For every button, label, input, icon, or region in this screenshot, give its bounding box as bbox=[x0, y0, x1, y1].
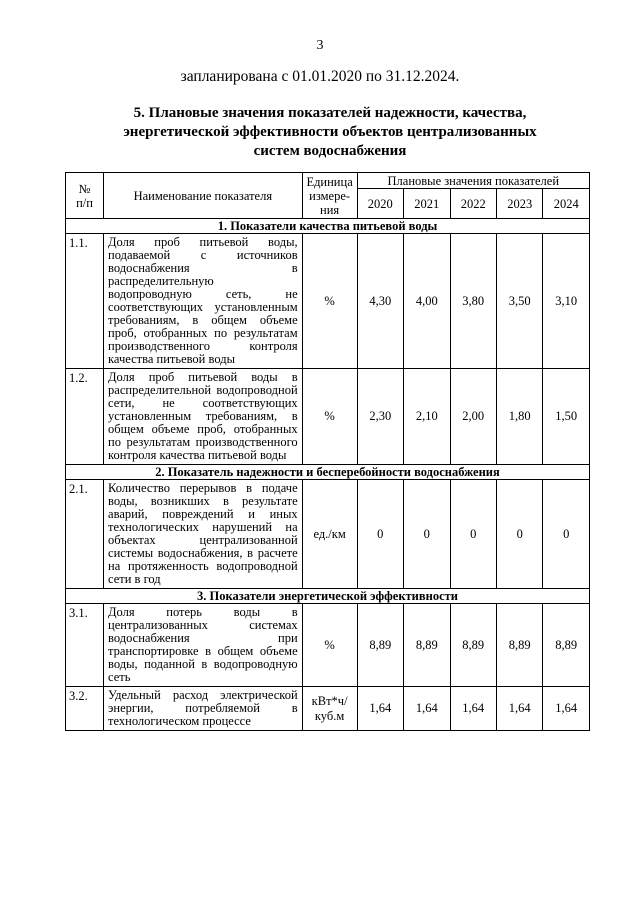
section-title-line: систем водоснабжения bbox=[253, 143, 407, 159]
value-cell: 1,64 bbox=[404, 687, 450, 731]
header-unit-line1: Единица bbox=[306, 174, 353, 189]
table-row bbox=[66, 604, 590, 687]
group-header-row bbox=[66, 589, 590, 604]
section-title bbox=[90, 104, 570, 161]
value-cell: 8,89 bbox=[543, 604, 590, 687]
value-cell: 3,80 bbox=[450, 234, 496, 369]
value-cell: 1,64 bbox=[496, 687, 542, 731]
group-header-row bbox=[66, 465, 590, 480]
header-number bbox=[66, 173, 104, 219]
value-cell: 1,64 bbox=[543, 687, 590, 731]
unit-cell: кВт*ч/ куб.м bbox=[302, 687, 357, 731]
header-year: 2021 bbox=[404, 189, 450, 219]
header-unit-line2: измере- bbox=[309, 188, 351, 203]
unit-cell: % bbox=[302, 369, 357, 465]
value-cell: 1,80 bbox=[496, 369, 542, 465]
header-number-line2: п/п bbox=[76, 195, 93, 210]
table-row bbox=[66, 480, 590, 589]
value-cell: 2,00 bbox=[450, 369, 496, 465]
value-cell: 2,10 bbox=[404, 369, 450, 465]
indicator-name: Удельный расход электрической энергии, потребляемой в технологическом процессе bbox=[104, 687, 303, 731]
value-cell: 0 bbox=[543, 480, 590, 589]
header-planned-values: Плановые значения показателей bbox=[357, 173, 589, 189]
intro-text: запланирована с 01.01.2020 по 31.12.2024. bbox=[180, 68, 460, 85]
row-number: 3.1. bbox=[66, 604, 104, 687]
value-cell: 8,89 bbox=[450, 604, 496, 687]
value-cell: 1,64 bbox=[357, 687, 403, 731]
value-cell: 4,30 bbox=[357, 234, 403, 369]
header-unit-line3: ния bbox=[320, 202, 340, 217]
header-year: 2024 bbox=[543, 189, 590, 219]
value-cell: 8,89 bbox=[357, 604, 403, 687]
value-cell: 1,64 bbox=[450, 687, 496, 731]
indicator-name: Количество перерывов в подаче воды, возникших в результате аварий, повреждений и иных технологических нарушений на объектах централизованной системы водоснабжения, в расчете на протяженность водопроводной сети в год bbox=[104, 480, 303, 589]
value-cell: 0 bbox=[404, 480, 450, 589]
value-cell: 0 bbox=[357, 480, 403, 589]
value-cell: 0 bbox=[450, 480, 496, 589]
value-cell: 3,50 bbox=[496, 234, 542, 369]
value-cell: 4,00 bbox=[404, 234, 450, 369]
value-cell: 8,89 bbox=[404, 604, 450, 687]
header-year: 2022 bbox=[450, 189, 496, 219]
value-cell: 2,30 bbox=[357, 369, 403, 465]
group-title: 2. Показатель надежности и бесперебойности водоснабжения bbox=[66, 465, 590, 480]
unit-cell: % bbox=[302, 604, 357, 687]
section-title-line: энергетической эффективности объектов централизованных bbox=[123, 124, 537, 140]
header-year: 2023 bbox=[496, 189, 542, 219]
group-header-row bbox=[66, 219, 590, 234]
unit-cell: % bbox=[302, 234, 357, 369]
header-number-line1: № bbox=[78, 181, 91, 196]
page-number: 3 bbox=[316, 38, 324, 53]
row-number: 1.2. bbox=[66, 369, 104, 465]
header-year: 2020 bbox=[357, 189, 403, 219]
row-number: 3.2. bbox=[66, 687, 104, 731]
group-title: 3. Показатели энергетической эффективности bbox=[66, 589, 590, 604]
row-number: 1.1. bbox=[66, 234, 104, 369]
header-indicator-name: Наименование показателя bbox=[104, 173, 303, 219]
section-title-line: 5. Плановые значения показателей надежности, качества, bbox=[133, 105, 527, 121]
value-cell: 3,10 bbox=[543, 234, 590, 369]
header-unit bbox=[302, 173, 357, 219]
table-row bbox=[66, 369, 590, 465]
row-number: 2.1. bbox=[66, 480, 104, 589]
group-title: 1. Показатели качества питьевой воды bbox=[66, 219, 590, 234]
unit-cell: ед./км bbox=[302, 480, 357, 589]
value-cell: 1,50 bbox=[543, 369, 590, 465]
table-row bbox=[66, 234, 590, 369]
table-row bbox=[66, 687, 590, 731]
indicator-name: Доля потерь воды в централизованных системах водоснабжения при транспортировке в общем объеме воды, поданной в водопроводную сеть bbox=[104, 604, 303, 687]
value-cell: 8,89 bbox=[496, 604, 542, 687]
indicator-name: Доля проб питьевой воды в распределительной водопроводной сети, не соответствующих установленным требованиям, в общем объеме проб, отобранных по результатам производственного контроля качества питьевой воды bbox=[104, 369, 303, 465]
indicator-name: Доля проб питьевой воды, подаваемой с источников водоснабжения в распределительную водопроводную сеть, не соответствующих установленным требованиям, в общем объеме проб, отобранных по результатам производственного контроля качества питьевой воды bbox=[104, 234, 303, 369]
indicators-table bbox=[65, 172, 590, 731]
value-cell: 0 bbox=[496, 480, 542, 589]
